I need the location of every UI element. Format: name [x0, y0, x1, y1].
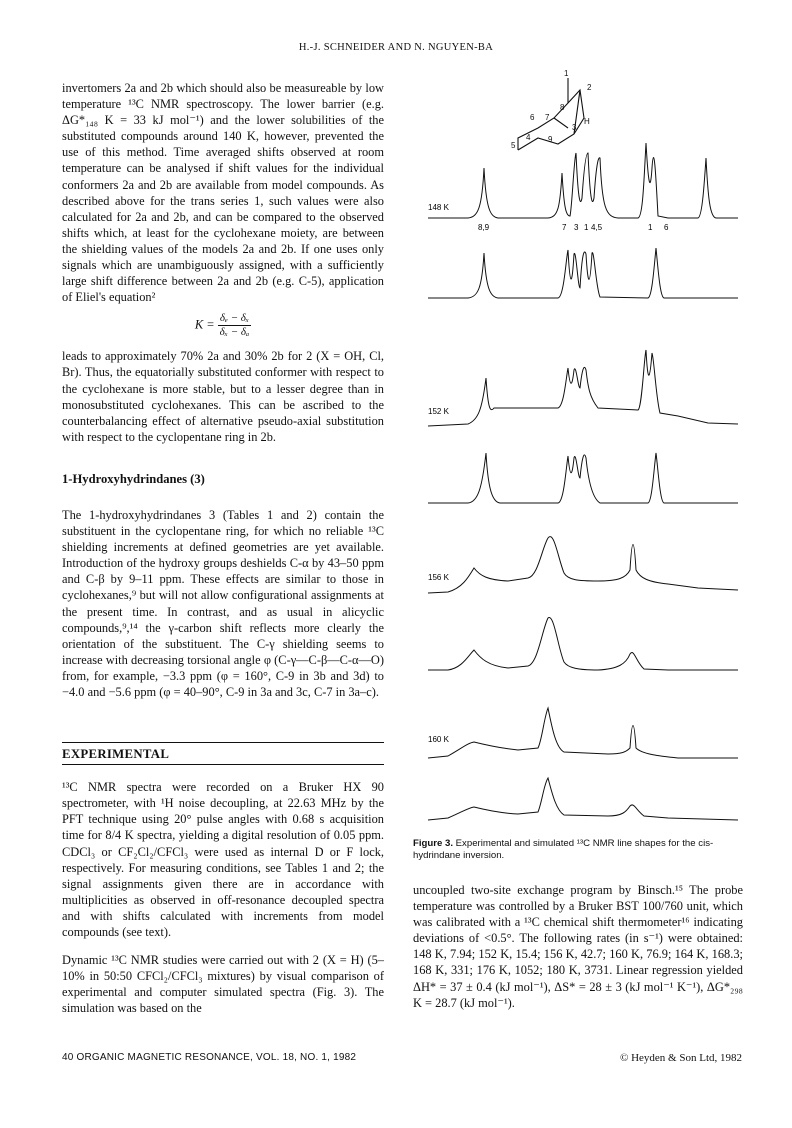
peak-label: 6	[664, 223, 669, 232]
left-column	[62, 80, 384, 1017]
structure-label: 1	[564, 69, 569, 78]
footer-copyright: © Heyden & Son Ltd, 1982	[619, 1052, 742, 1064]
peak-label: 1	[648, 223, 653, 232]
spectrum-148k-experimental	[428, 143, 738, 218]
structure-label: 2	[587, 83, 592, 92]
peak-label: 1	[584, 223, 589, 232]
equation-fraction	[218, 312, 252, 339]
eliel-equation	[62, 312, 384, 339]
peak-label: 3	[574, 223, 579, 232]
structure-label: 9	[548, 135, 553, 144]
spectrum-152k-experimental	[428, 350, 738, 426]
temperature-label: 160 K	[428, 735, 449, 744]
spectrum-152k-simulated	[428, 453, 738, 503]
paragraph-hydroxyhydrindanes: The 1-hydroxyhydrindanes 3 (Tables 1 and 2) contain the substituent in the cyclopentane ring, for which no reliable ¹³C shielding increments at defined geometries are yet available. Introduction of the hydroxy groups deshields C-α by 43–50 ppm and C-β by 9–11 ppm. These effects are similar to those in cyclohexanes,⁹ but will not allow configurational assignments at the present time. In contrast, and as usual in alicyclic compounds,⁹,¹⁴ the γ-carbon shift reflects more clearly the orientation of the substituent. The C-γ shielding seems to increase with decreasing torsional angle φ (C-γ—C-β—C-α—O) from, for example, −3.3 ppm (φ = 160°, C-9 in 3b and 3d) to −4.0 and −5.6 ppm (φ = 40–90°, C-9 in 3a and 3c, C-7 in 3a–c).	[62, 507, 384, 699]
structure-label: 6	[530, 113, 535, 122]
caption-text: Experimental and simulated ¹³C NMR line shapes for the cis-hydrindane inversion.	[413, 838, 714, 861]
temperature-label: 156 K	[428, 573, 449, 582]
structure-label: 7	[545, 113, 550, 122]
figure-caption	[413, 838, 743, 862]
section-heading-hydroxyhydrindanes: 1-Hydroxyhydrindanes (3)	[62, 471, 205, 486]
section-heading-experimental: EXPERIMENTAL	[62, 742, 384, 765]
structure-label: 3	[572, 123, 577, 132]
spectrum-148k-simulated	[428, 248, 738, 298]
paragraph-dynamic-nmr: Dynamic ¹³C NMR studies were carried out with 2 (X = H) (5–10% in 50:50 CFCl₂/CFCl₃ mixtures) by visual comparison of experimental and computer simulated spectra (Fig. 3). The simulation was based on the	[62, 953, 384, 1016]
peak-label: 7	[562, 223, 567, 232]
structure-label: 5	[511, 141, 516, 150]
paragraph-intro: invertomers 2a and 2b which should also be measureable by low temperature ¹³C NMR spectroscopy. The lower barrier (e.g. ΔG*₁₄₈ K = 33 kJ mol⁻¹) and the lower solubilities of the substituted compounds around 140 K, however, prevented the use of this method. Time averaged shifts observed at room temperature can be analysed if shift values for the individual conformers 2a and 2b are available from model compounds. As described above for the trans series 1, such values were also calculated for 2a and 2b, and can be compared to the observed shifts which, at least for the cyclohexane moiety, are between the shielding values of the models 2a and 2b. If one uses only signals which are unambiguously assigned, with a sufficiently large shift difference between 2a and 2b (e.g. C-5), application of Eliel's equation²	[62, 81, 384, 305]
footer-journal: 40 ORGANIC MAGNETIC RESONANCE, VOL. 18, NO. 1, 1982	[62, 1052, 357, 1063]
structure-label: 4	[526, 133, 531, 142]
spectrum-156k-simulated	[428, 618, 738, 670]
equation-denominator: δₓ − δₐ	[219, 326, 250, 339]
caption-label: Figure 3.	[413, 838, 453, 849]
figure-3-spectra	[408, 58, 748, 838]
paragraph-experimental: ¹³C NMR spectra were recorded on a Bruker HX 90 spectrometer, with ¹H noise decoupling, at 22.63 MHz by the PFT technique using 20° pulse angles with 0.68 s acquisition time for 8/4 K spectra, yielding a digital resolution of 0.05 ppm. CDCl₃ or CF₂Cl₂/CFCl₃ were used as internal D or F lock, respectively. For measuring conditions, see Tables 1 and 2; the signal assignments given there are in accordance with multiplicities as observed in off-resonance decoupled spectra and with shifts calculated with increments from model compounds (see text).	[62, 780, 384, 940]
peak-labels	[478, 223, 669, 232]
structure-labels	[511, 69, 592, 150]
structure-label: 8	[560, 103, 565, 112]
paragraph-result: leads to approximately 70% 2a and 30% 2b for 2 (X = OH, Cl, Br). Thus, the equatorially substituted conformer with respect to the cyclohexane is more stable, but to a lesser degree than in monosubstituted cyclohexanes. This can be ascribed to the counterbalancing effect of alternative pseudo-axial substitution with respect to the cyclopentane ring in 2b.	[62, 349, 384, 444]
spectrum-160k-experimental	[428, 708, 738, 758]
spectrum-156k-experimental	[428, 537, 738, 593]
equation-lhs: K =	[194, 317, 215, 332]
equation-numerator: δₑ − δₓ	[218, 312, 252, 326]
temperature-label: 152 K	[428, 407, 449, 416]
temperature-label: 148 K	[428, 203, 449, 212]
structure-label: H	[584, 117, 590, 126]
spectrum-160k-simulated	[428, 778, 738, 820]
peak-label: 4,5	[591, 223, 603, 232]
running-head: H.-J. SCHNEIDER AND N. NGUYEN-BA	[298, 42, 494, 53]
peak-label: 8,9	[478, 223, 490, 232]
paragraph-simulation: uncoupled two-site exchange program by Binsch.¹⁵ The probe temperature was controlled by a Bruker BST 100/760 unit, which was calibrated with a ¹³C chemical shift thermometer¹⁶ indicating deviations of <0.5°. The following rates (in s⁻¹) were obtained: 148 K, 7.94; 152 K, 15.4; 156 K, 42.7; 160 K, 76.9; 164 K, 168.3; 168 K, 331; 176 K, 1052; 180 K, 3731. Linear regression yielded ΔH* = 37 ± 0.4 (kJ mol⁻¹), ΔS* = 28 ± 3 (kJ mol⁻¹ K⁻¹), ΔG*₂₉₈ K = 28.7 (kJ mol⁻¹).	[413, 883, 743, 1010]
right-column	[413, 882, 743, 1011]
